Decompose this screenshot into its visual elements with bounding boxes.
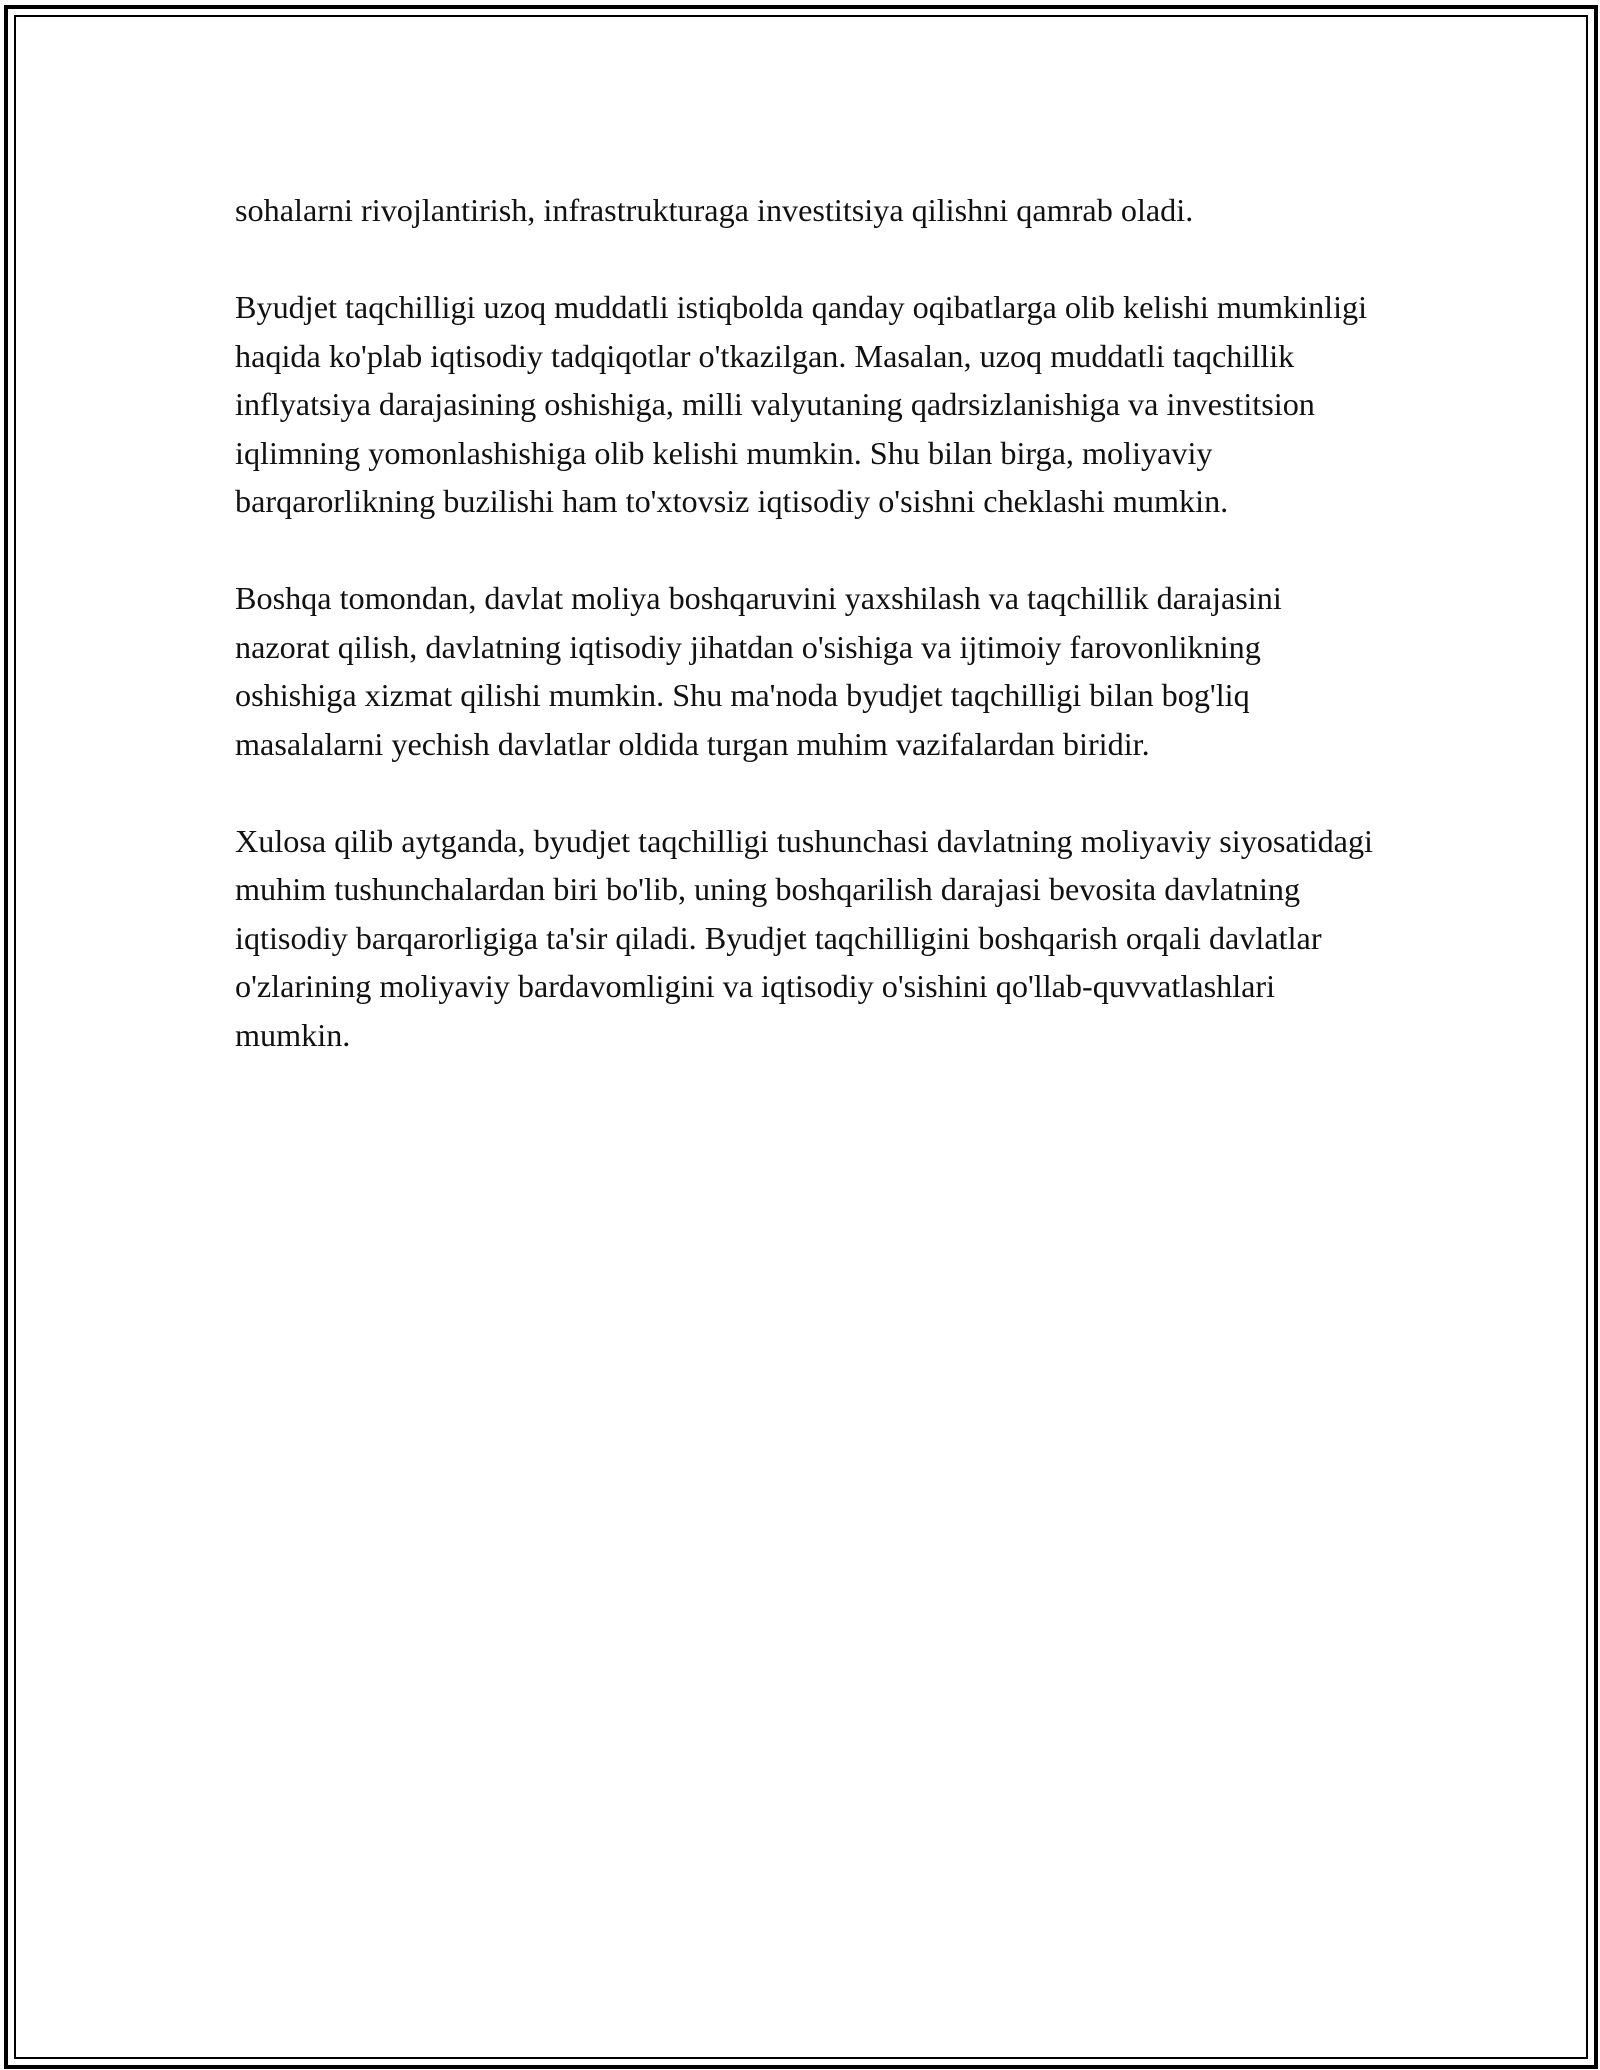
paragraph: sohalarni rivojlantirish, infrastrukturaga investitsiya qilishni qamrab oladi. <box>235 192 1194 228</box>
paragraph: Boshqa tomondan, davlat moliya boshqaruvini yaxshilash va taqchillik darajasini nazorat qilish, davlatning iqtisodiy jihatdan o'sishiga va ijtimoiy farovonlikning oshishiga xizmat qilishi mumkin. Shu ma'noda byudjet taqchilligi bilan bog'liq masalalarni yechish davlatlar oldida turgan muhim vazifalardan biridir. <box>235 580 1282 762</box>
paragraph: Xulosa qilib aytganda, byudjet taqchilligi tushunchasi davlatning moliyaviy siyosatidagi muhim tushunchalardan biri bo'lib, uning boshqarilish darajasi bevosita davlatning iqtisodiy barqarorligiga ta'sir qiladi. Byudjet taqchilligini boshqarish orqali davlatlar o'zlarining moliyaviy bardavomligini va iqtisodiy o'sishini qo'llab-quvvatlashlari mumkin. <box>235 822 1374 1053</box>
document-body <box>235 186 1375 1059</box>
paragraph: Byudjet taqchilligi uzoq muddatli istiqbolda qanday oqibatlarga olib kelishi mumkinligi haqida ko'plab iqtisodiy tadqiqotlar o'tkazilgan. Masalan, uzoq muddatli taqchillik inflyatsiya darajasining oshishiga, milli valyutaning qadrsizlanishiga va investitsion iqlimning yomonlashishiga olib kelishi mumkin. Shu bilan birga, moliyaviy barqarorlikning buzilishi ham to'xtovsiz iqtisodiy o'sishni cheklashi mumkin. <box>235 289 1368 519</box>
